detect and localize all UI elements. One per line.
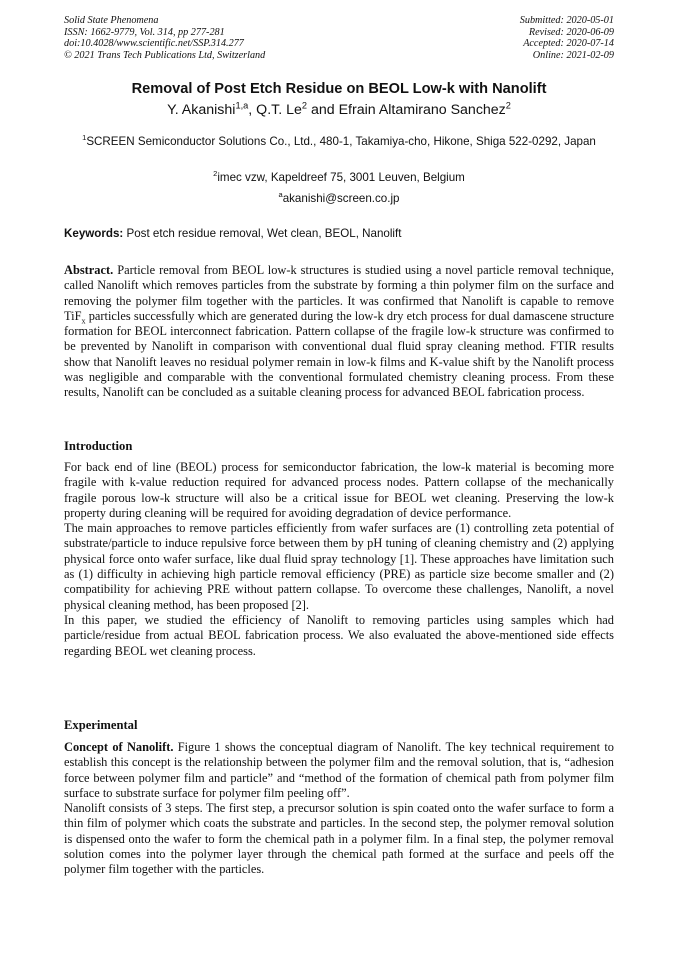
paper-title: Removal of Post Etch Residue on BEOL Low-k with Nanolift	[131, 81, 547, 97]
experimental-text-1: Figure 1 shows the conceptual diagram of Nanolift. The key technical requirement to establish this concept is the relationship between the polymer film and the removal solution, that is, “adhesion force between polymer film and particle” and “method of the formation of chemical path from polymer film surface to substrate surface for polymer film peeling off”.	[64, 740, 614, 800]
author-1: Y. Akanishi	[167, 102, 236, 118]
accepted-date: Accepted: 2020-07-14	[523, 38, 614, 50]
author-2-affil: 2	[301, 100, 308, 111]
contact-email	[64, 191, 614, 208]
concept-subheading: Concept of Nanolift.	[64, 740, 174, 754]
publication-dates	[520, 15, 614, 61]
doi-line: doi:10.4028/www.scientific.net/SSP.314.277	[64, 38, 244, 50]
keywords-text: Post etch residue removal, Wet clean, BEOL, Nanolift	[123, 227, 402, 240]
abstract-text-2: particles successfully which are generated during the low-k dry etch process for dual damascene structure formation for BEOL interconnect fabrication. Pattern collapse of the fragile low-k structure was confirmed to be prevented by Nanolift in comparison with conventional dual fluid spray cleaning method. FTIR results show that Nanolift leaves no residual polymer remain in low-k films and K-value shift by the Nanolift process was negligible and comparable with the conventional formulated chemistry cleaning process. From these results, Nanolift can be concluded as a suitable cleaning process for advanced BEOL fabrication process.	[64, 308, 614, 400]
introduction-body	[64, 460, 614, 659]
author-list	[0, 102, 678, 118]
experimental-paragraph-1	[64, 740, 614, 801]
affiliation-1-mark: 1	[82, 133, 87, 143]
introduction-paragraph-1: For back end of line (BEOL) process for semiconductor fabrication, the low-k material is becoming more fragile with k-value reduction required for advanced process nodes. Pattern collapse of the mechanically fragile porous low-k structure will also be a critical issue for BEOL wet cleaning. Preserving the low-k property during cleaning will be required for avoiding degradation of device performance.	[64, 460, 614, 520]
submitted-date: Submitted: 2020-05-01	[519, 15, 614, 26]
affiliation-2-mark: 2	[213, 169, 218, 179]
affiliation-1-text: SCREEN Semiconductor Solutions Co., Ltd., 480-1, Takamiya-cho, Hikone, Shiga 522-0292, Japan	[86, 135, 596, 148]
author-3: Efrain Altamirano Sanchez	[338, 102, 506, 118]
abstract-text-1: Particle removal from BEOL low-k structures is studied using a novel particle removal technique, called Nanolift which removes particles from the substrate by forming a thin polymer film on the surface and removing the polymer film together with the particles. It was confirmed that Nanolift is capable to remove TiF	[64, 263, 614, 323]
email-address: akanishi@screen.co.jp	[282, 192, 400, 205]
section-heading-experimental: Experimental	[64, 718, 138, 732]
abstract-label: Abstract.	[64, 263, 114, 277]
copyright-line: © 2021 Trans Tech Publications Ltd, Switzerland	[64, 49, 266, 61]
author-3-affil: 2	[505, 100, 511, 111]
abstract	[64, 263, 614, 401]
email-mark: a	[278, 190, 283, 200]
section-heading-introduction: Introduction	[64, 439, 133, 453]
journal-name: Solid State Phenomena	[64, 15, 159, 26]
revised-date: Revised: 2020-06-09	[528, 26, 614, 38]
introduction-paragraph-2: The main approaches to remove particles efficiently from wafer surfaces are (1) controlling zeta potential of substrate/particle to induce repulsive force between them by pH tuning of cleaning chemistry and (2) applying physical force onto wafer surface, like dual fluid spray technology [1]. These approaches have limitation such as (1) difficulty in achieving high particle removal efficiency (PRE) as particle size become smaller and (2) compatibility for achieving PRE without pattern collapse. To overcome these challenges, Nanolift, a novel physical cleaning method, has been proposed [2].	[64, 521, 614, 612]
online-date: Online: 2021-02-09	[532, 49, 614, 61]
affiliation-2	[64, 170, 614, 187]
abstract-subscript: x	[81, 316, 86, 326]
keywords	[64, 227, 614, 240]
experimental-body	[64, 740, 614, 878]
author-separator: ,	[248, 102, 257, 118]
author-1-affil: 1,a	[235, 100, 249, 111]
affiliation-1	[64, 134, 614, 151]
issn-line: ISSN: 1662-9779, Vol. 314, pp 277-281	[64, 26, 225, 38]
author-separator: and	[307, 102, 339, 118]
experimental-paragraph-2: Nanolift consists of 3 steps. The first step, a precursor solution is spin coated onto the wafer surface to form a thin film of polymer which coats the substrate and particles. In the second step, the polymer removal solution is dispensed onto the wafer to form the chemical path in a polymer film. In a final step, the polymer removal solution comes into the polymer layer through the chemical path formed at the surface and peels off the polymer film together with the particles.	[64, 801, 614, 877]
author-2: Q.T. Le	[256, 102, 302, 118]
keywords-label: Keywords:	[64, 227, 124, 240]
journal-info	[64, 15, 265, 61]
affiliation-2-text: imec vzw, Kapeldreef 75, 3001 Leuven, Belgium	[217, 171, 465, 184]
introduction-paragraph-3: In this paper, we studied the efficiency of Nanolift to removing particles using samples which had particle/residue from actual BEOL fabrication process. We also evaluated the above-mentioned side effects regarding BEOL wet cleaning process.	[64, 612, 614, 658]
